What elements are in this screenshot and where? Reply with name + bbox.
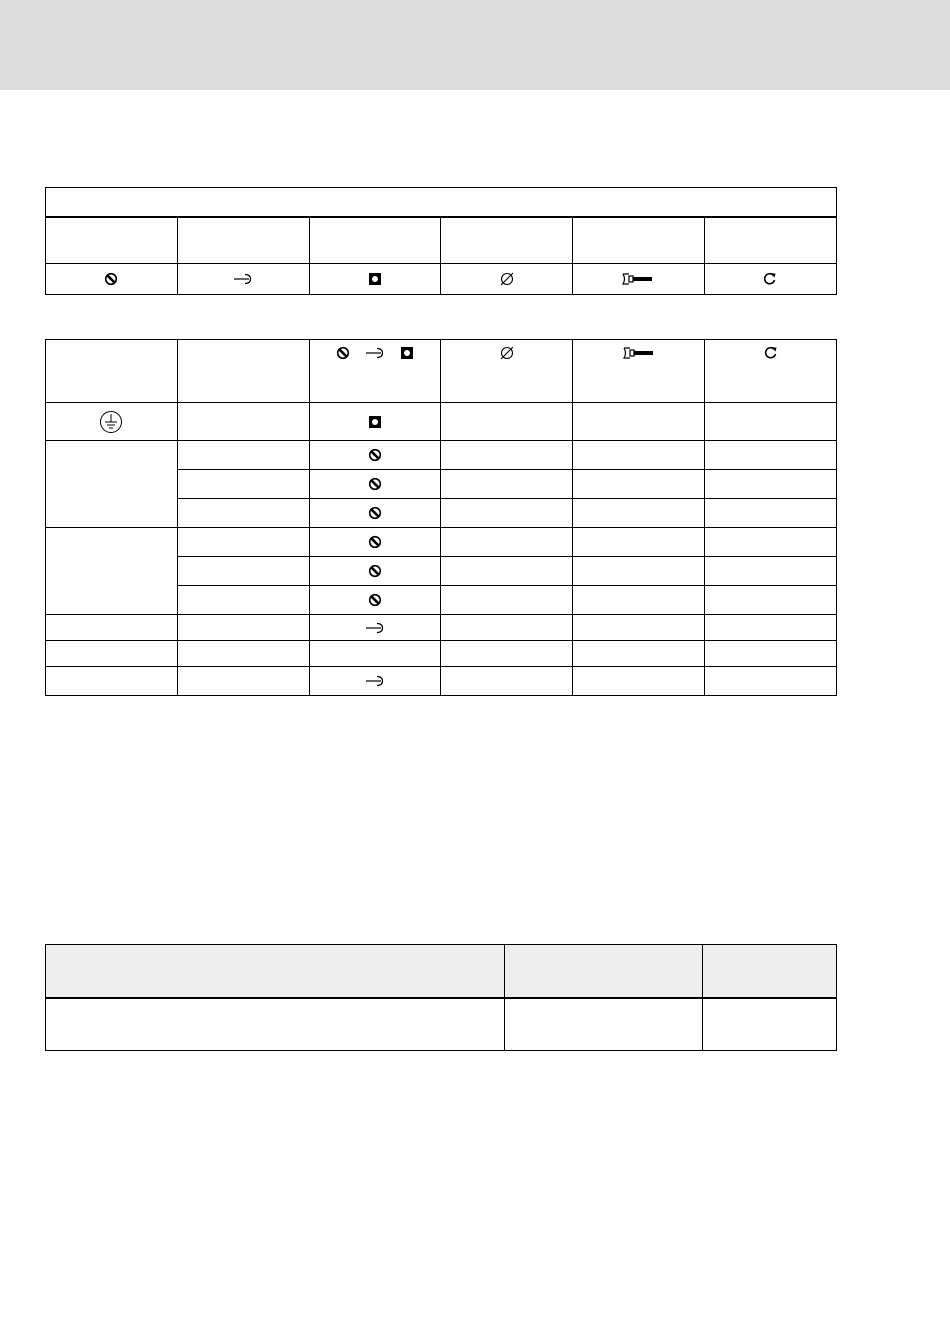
spring-terminal-icon: [364, 346, 386, 360]
row-sub-label: [177, 528, 309, 557]
screw-icon: [368, 564, 382, 578]
row-group-label: [46, 528, 178, 615]
row-type-cell: [309, 557, 441, 586]
legend-icon-cell-5: [573, 264, 705, 295]
row-ferrule-value: [573, 667, 705, 696]
table-row: [46, 641, 837, 667]
protective-earth-cell: [46, 403, 178, 441]
box-terminal-icon: [400, 346, 414, 360]
spring-terminal-icon: [364, 674, 386, 688]
connection-header-type: [309, 340, 441, 403]
row-diameter-value: [441, 528, 573, 557]
row-type-cell: [309, 615, 441, 641]
row-torque-value: [705, 528, 837, 557]
legend-icon-cell-4: [441, 264, 573, 295]
wire-end-ferrule-icon: [622, 346, 656, 360]
row-ferrule-value: [573, 499, 705, 528]
row-sub-label: [177, 557, 309, 586]
table-row: [46, 441, 837, 470]
row-ferrule-value: [573, 528, 705, 557]
legend-icon-cell-2: [177, 264, 309, 295]
screw-icon: [336, 346, 350, 360]
legend-header-4: [441, 217, 573, 264]
row-torque-value: [705, 499, 837, 528]
row-diameter-value: [441, 641, 573, 667]
legend-table: [45, 187, 837, 295]
row-ferrule-value: [573, 403, 705, 441]
row-ferrule-value: [573, 441, 705, 470]
row-type-cell: [309, 641, 441, 667]
row-sub-label: [177, 667, 309, 696]
connection-header-2: [177, 340, 309, 403]
row-sub-label: [177, 499, 309, 528]
row-torque-value: [705, 615, 837, 641]
row-ferrule-value: [573, 615, 705, 641]
row-type-cell: [309, 667, 441, 696]
wire-end-ferrule-icon: [621, 272, 655, 286]
legend-icon-cell-6: [704, 264, 836, 295]
connection-table: [45, 339, 837, 696]
row-diameter-value: [441, 499, 573, 528]
table-row: [46, 667, 837, 696]
screw-icon: [368, 535, 382, 549]
protective-earth-icon: [99, 410, 123, 434]
row-type-cell: [309, 499, 441, 528]
box-terminal-icon: [368, 272, 382, 286]
info-table: [45, 944, 837, 1051]
row-type-cell: [309, 528, 441, 557]
legend-header-1: [46, 217, 178, 264]
info-value-3: [703, 998, 837, 1051]
spring-terminal-icon: [232, 272, 254, 286]
row-type-cell: [309, 586, 441, 615]
row-group-label: [46, 667, 178, 696]
row-diameter-value: [441, 441, 573, 470]
row-sub-label: [177, 470, 309, 499]
row-sub-label: [177, 641, 309, 667]
info-header-3: [703, 945, 837, 999]
screw-icon: [368, 477, 382, 491]
row-sub-label: [177, 615, 309, 641]
row-torque-value: [705, 641, 837, 667]
legend-header-2: [177, 217, 309, 264]
connection-header-1: [46, 340, 178, 403]
row-sub-label: [177, 441, 309, 470]
row-ferrule-value: [573, 641, 705, 667]
screw-icon: [368, 448, 382, 462]
info-value-2: [505, 998, 703, 1051]
row-diameter-value: [441, 615, 573, 641]
spring-terminal-icon: [364, 621, 386, 635]
row-sub-label: [177, 403, 309, 441]
row-torque-value: [705, 403, 837, 441]
row-diameter-value: [441, 403, 573, 441]
row-group-label: [46, 641, 178, 667]
row-torque-value: [705, 586, 837, 615]
row-diameter-value: [441, 667, 573, 696]
legend-header-5: [573, 217, 705, 264]
info-value-1: [46, 998, 505, 1051]
tightening-rotation-icon: [763, 345, 779, 361]
page-header-band: [0, 0, 950, 90]
row-group-label: [46, 615, 178, 641]
row-diameter-value: [441, 470, 573, 499]
row-torque-value: [705, 470, 837, 499]
row-type-cell: [309, 441, 441, 470]
diameter-icon: [499, 345, 515, 361]
connection-header-ferrule: [573, 340, 705, 403]
row-ferrule-value: [573, 586, 705, 615]
row-torque-value: [705, 557, 837, 586]
row-sub-label: [177, 586, 309, 615]
row-type-cell: [309, 470, 441, 499]
row-diameter-value: [441, 557, 573, 586]
tightening-rotation-icon: [762, 271, 778, 287]
row-torque-value: [705, 441, 837, 470]
diameter-icon: [499, 271, 515, 287]
table-row: [46, 528, 837, 557]
legend-icon-cell-1: [46, 264, 178, 295]
screw-icon: [368, 506, 382, 520]
row-ferrule-value: [573, 470, 705, 499]
row-torque-value: [705, 667, 837, 696]
info-header-1: [46, 945, 505, 999]
connection-header-diameter: [441, 340, 573, 403]
row-ferrule-value: [573, 557, 705, 586]
legend-icon-cell-3: [309, 264, 441, 295]
info-header-2: [505, 945, 703, 999]
legend-title: [46, 188, 837, 218]
row-group-label: [46, 441, 178, 528]
connection-header-torque: [705, 340, 837, 403]
legend-header-3: [309, 217, 441, 264]
row-type-cell: [309, 403, 441, 441]
legend-header-6: [704, 217, 836, 264]
screw-icon: [368, 593, 382, 607]
box-terminal-icon: [368, 415, 382, 429]
table-row: [46, 403, 837, 441]
row-diameter-value: [441, 586, 573, 615]
screw-icon: [104, 272, 118, 286]
table-row: [46, 615, 837, 641]
